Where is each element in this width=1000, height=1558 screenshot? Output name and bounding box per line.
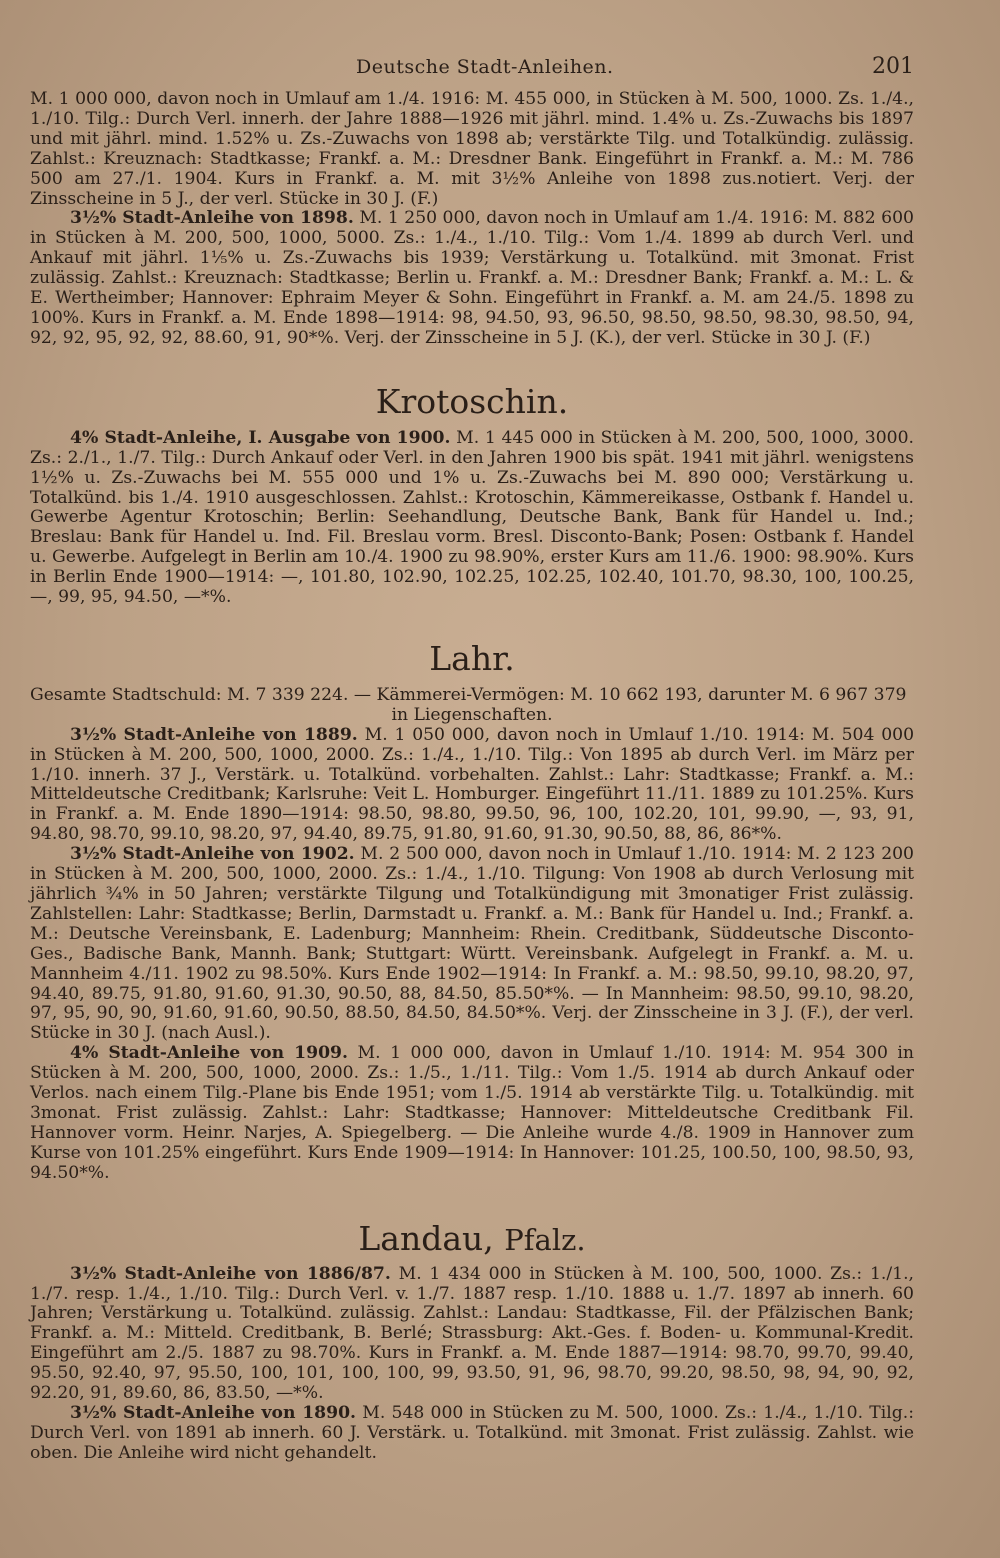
lahr-1889-loan — [30, 726, 914, 845]
loan-title: 3½% Stadt-Anleihe von 1898. — [70, 208, 354, 229]
loan-title: 4% Stadt-Anleihe von 1909. — [70, 1043, 348, 1064]
landau-1886-loan — [30, 1265, 914, 1404]
city-heading-landau — [30, 1220, 914, 1259]
loan-text: M. 1 050 000, davon noch in Umlauf 1./10. 1914: M. 504 000 in Stücken à M. 200, 500, 1000, 2000. Zs.: 1./4., 1./10. Tilg.: Von 1895 ab durch Verl. im März per 1./10. innerh. 37 J., Verstärk. u. Totalkünd. vorbehalten. Zahlst.: Lahr: Stadtkasse; Frankf. a. M.: Mitteldeutsche Creditbank; Karlsruhe: Veit L. Homburger. Eingeführt 11./11. 1889 zu 101.25%. Kurs in Frankf. a. M. Ende 1890—1914: 98.50, 98.80, 99.50, 96, 100, 102.20, 101, 99.90, —, 93, 91, 94.80, 98.70, 99.10, 98.20, 97, 94.40, 89.75, 91.80, 91.60, 91.30, 90.50, 88, 86, 86*%. — [30, 724, 914, 845]
kreuznach-section — [30, 90, 914, 349]
loan-text: M. 1 250 000, davon noch in Umlauf am 1./4. 1916: M. 882 600 in Stücken à M. 200, 500, 1000, 5000. Zs.: 1./4., 1./10. Tilg.: Vom 1./4. 1899 ab durch Verl. und Ankauf mit jährl. 1⅕% u. Zs.-Zuwachs bis 1939; Verstärkung u. Totalkünd. mit 3monat. Frist zulässig. Zahlst.: Kreuznach: Stadtkasse; Berlin u. Frankf. a. M.: Dresdner Bank; Frankf. a. M.: L. & E. Wertheimber; Hannover: Ephraim Meyer & Sohn. Eingeführt in Frankf. a. M. am 24./5. 1898 zu 100%. Kurs in Frankf. a. M. Ende 1898—1914: 98, 94.50, 93, 96.50, 98.50, 98.50, 98.30, 98.50, 94, 92, 92, 95, 92, 92, 88.60, 91, 90*%. Verj. der Zinsscheine in 5 J. (K.), der verl. Stücke in 30 J. (F.) — [30, 208, 914, 348]
landau-section — [30, 1265, 914, 1464]
city-heading-lahr: Lahr. — [429, 638, 515, 678]
lahr-section — [30, 686, 914, 1184]
loan-text: M. 1 434 000 in Stücken à M. 100, 500, 1000. Zs.: 1./1., 1./7. resp. 1./4., 1./10. Tilg.: Durch Verl. v. 1./7. 1887 resp. 1./10. 1888 u. 1./7. 1897 ab innerh. 60 Jahren; Verstärkung u. Totalkünd. zulässig. Zahlst.: Landau: Stadtkasse, Fil. der Pfälzischen Bank; Frankf. a. M.: Mitteld. Creditbank, B. Berlé; Strassburg: Akt.-Ges. f. Boden- u. Kommunal-Kredit. Eingeführt am 2./5. 1887 zu 98.70%. Kurs in Frankf. a. M. Ende 1887—1914: 98.70, 99.70, 99.40, 95.50, 92.40, 97, 95.50, 100, 101, 100, 100, 99, 93.50, 91, 96, 98.70, 99.20, 98.50, 98, 94, 90, 92, 92.20, 91, 89.60, 86, 83.50, —*%. — [30, 1263, 915, 1404]
krotoschin-1900-loan — [30, 429, 914, 608]
city-heading-landau-sub: Pfalz. — [504, 1222, 586, 1257]
loan-text: M. 1 445 000 in Stücken à M. 200, 500, 1000, 3000. Zs.: 2./1., 1./7. Tilg.: Durch Ankauf oder Verl. in den Jahren 1900 bis spät. 1941 mit jährl. wenigstens 1½% u. Zs.-Zuwachs bei M. 555 000 und 1% u. Zs.-Zuwachs bei M. 890 000; Verstärkung u. Totalkünd. bis 1./4. 1910 ausgeschlossen. Zahlst.: Krotoschin, Kämmereikasse, Ostbank f. Handel u. Gewerbe Agentur Krotoschin; Berlin: Seehandlung, Deutsche Bank, Bank für Handel u. Ind.; Breslau: Bank für Handel u. Ind. Fil. Breslau vorm. Bresl. Disconto-Bank; Posen: Ostbank f. Handel u. Gewerbe. Aufgelegt in Berlin am 10./4. 1900 zu 98.90%, erster Kurs am 11./6. 1900: 98.90%. Kurs in Berlin Ende 1900—1914: —, 101.80, 102.90, 102.25, 102.25, 102.40, 101.70, 98.30, 100, 100.25, —, 99, 95, 94.50, —*%. — [30, 427, 915, 608]
krotoschin-section — [30, 429, 914, 608]
loan-text: M. 548 000 in Stücken zu M. 500, 1000. Zs.: 1./4., 1./10. Tilg.: Durch Verl. von 1891 ab innerh. 60 J. Verstärk. u. Totalkünd. mit 3monat. Frist zulässig. Zahlst. wie oben. Die Anleihe wird nicht gehandelt. — [30, 1402, 914, 1463]
loan-title: 3½% Stadt-Anleihe von 1902. — [70, 844, 355, 865]
landau-1890-loan — [30, 1404, 914, 1464]
loan-text: M. 2 500 000, davon noch in Umlauf 1./10. 1914: M. 2 123 200 in Stücken à M. 200, 500, 1000, 2000. Zs.: 1./4., 1./10. Tilgung: Von 1908 ab durch Verlosung mit jährlich ¾% in 50 Jahren; verstärkte Tilgung und Totalkündigung mit 3monatiger Frist zulässig. Zahlstellen: Lahr: Stadtkasse; Berlin, Darmstadt u. Frankf. a. M.: Bank für Handel u. Ind.; Frankf. a. M.: Deutsche Vereinsbank, E. Ladenburg; Mannheim: Rhein. Creditbank, Süddeutsche Disconto-Ges., Badische Bank, Mannh. Bank; Stuttgart: Württ. Vereinsbank. Aufgelegt in Frankf. a. M. u. Mannheim 4./11. 1902 zu 98.50%. Kurs Ende 1902—1914: In Frankf. a. M.: 98.50, 99.10, 98.20, 97, 94.40, 89.75, 91.80, 91.60, 91.30, 90.50, 88, 84.50, 85.50*%. — In Mannheim: 98.50, 99.10, 98.20, 97, 95, 90, 90, 91.60, 91.60, 90.50, 88.50, 84.50, 84.50*%. Verj. der Zinsscheine in 3 J. (F.), der verl. Stücke in 30 J. (nach Ausl.). — [30, 844, 914, 1044]
loan-text: M. 1 000 000, davon in Umlauf 1./10. 1914: M. 954 300 in Stücken à M. 200, 500, 1000, 2000. Zs.: 1./5., 1./11. Tilg.: Vom 1./5. 1914 ab durch Ankauf oder Verlos. nach einem Tilg.-Plane bis Ende 1951; vom 1./5. 1914 ab verstärkte Tilg. u. Totalkündig. mit 3monat. Frist zulässig. Zahlst.: Lahr: Stadtkasse; Hannover: Mitteldeutsche Creditbank Fil. Hannover vorm. Heinr. Narjes, A. Spiegelberg. — Die Anleihe wurde 4./8. 1909 in Hannover zum Kurse von 101.25% eingeführt. Kurs Ende 1909—1914: In Hannover: 101.25, 100.50, 100, 98.50, 93, 94.50*%. — [30, 1043, 914, 1183]
loan-title: 3½% Stadt-Anleihe von 1890. — [70, 1402, 357, 1423]
loan-title: 3½% Stadt-Anleihe von 1889. — [70, 724, 358, 745]
kreuznach-1898-loan — [30, 209, 914, 348]
lahr-1909-loan — [30, 1044, 914, 1183]
city-heading-krotoschin: Krotoschin. — [375, 381, 569, 421]
loan-title: 3½% Stadt-Anleihe von 1886/87. — [70, 1263, 391, 1284]
lahr-debt-summary: Gesamte Stadtschuld: M. 7 339 224. — Kämmerei-Vermögen: M. 10 662 193, darunter M. 6 967 379 — [30, 684, 907, 705]
lahr-1902-loan — [30, 845, 914, 1044]
running-title: Deutsche Stadt-Anleihen. — [356, 56, 614, 78]
kreuznach-1888-loan-text: M. 1 000 000, davon noch in Umlauf am 1./4. 1916: M. 455 000, in Stücken à M. 500, 1000. Zs. 1./4., 1./10. Tilg.: Durch Verl. innerh. der Jahre 1888—1926 mit jährl. mind. 1.4% u. Zs.-Zuwachs bis 1897 und mit jährl. mind. 1.52% u. Zs.-Zuwachs von 1898 ab; verstärkte Tilg. und Totalkündig. zulässig. Zahlst.: Kreuznach: Stadtkasse; Frankf. a. M.: Dresdner Bank. Eingeführt in Frankf. a. M.: M. 786 500 am 27./1. 1904. Kurs in Frankf. a. M. mit 3½% Anleihe von 1898 zus.notiert. Verj. der Zinsscheine in 5 J., der verl. Stücke in 30 J. (F.) — [30, 89, 914, 209]
page-number: 201 — [872, 54, 914, 79]
loan-title: 4% Stadt-Anleihe, I. Ausgabe von 1900. — [70, 427, 451, 448]
page-header — [30, 50, 914, 90]
lahr-debt-summary-cont: in Liegenschaften. — [391, 704, 553, 725]
city-heading-landau-main: Landau, — [358, 1218, 494, 1258]
